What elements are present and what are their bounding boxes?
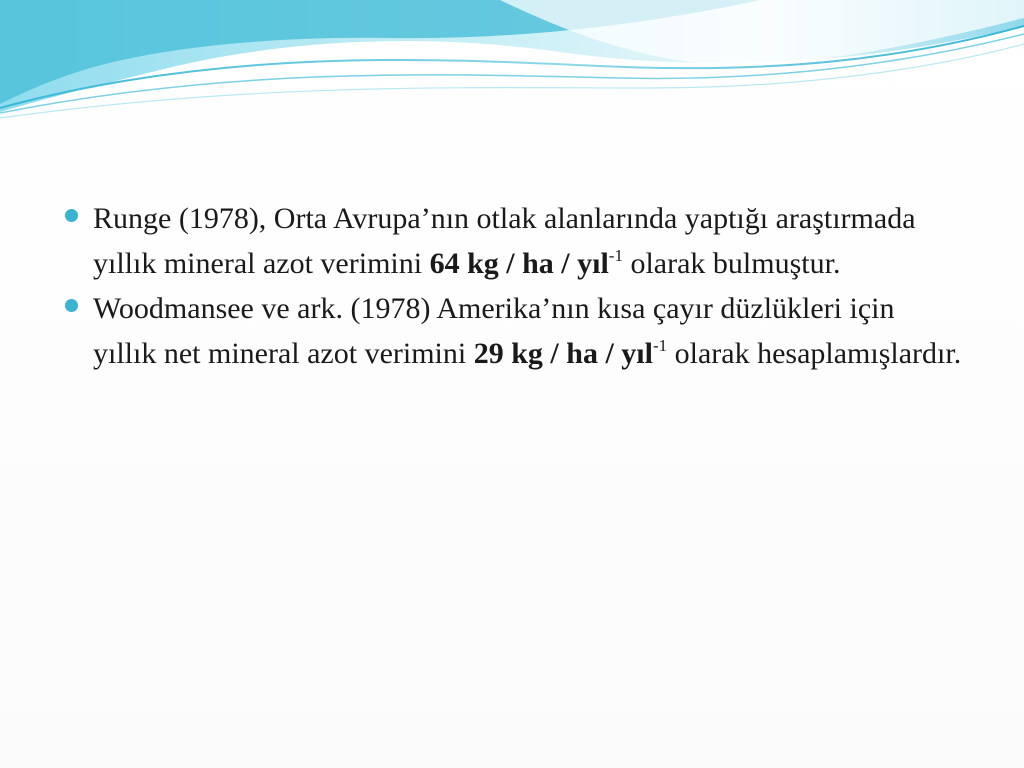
content-area xyxy=(64,196,964,376)
bullet-text: Runge (1978), Orta Avrupa’nın otlak alanlarında yaptığı araştırmada yıllık mineral azot verimini xyxy=(93,202,916,280)
header-wave-decoration xyxy=(0,0,1024,130)
bullet-text-ending: olarak hesaplamışlardır. xyxy=(667,337,962,370)
unit-superscript: -1 xyxy=(608,246,623,265)
bullet-item-runge xyxy=(64,196,964,286)
bullet-list xyxy=(64,196,964,376)
bullet-item-woodmansee xyxy=(64,286,964,376)
bullet-text: Woodmansee ve ark. (1978) Amerika’nın kısa çayır düzlükleri için yıllık net mineral azot verimini xyxy=(93,292,895,370)
unit-superscript: -1 xyxy=(652,336,668,355)
bullet-text-ending: olarak bulmuştur. xyxy=(622,247,841,280)
nitrogen-yield-value: 29 kg / ha / yıl xyxy=(473,337,653,370)
nitrogen-yield-value: 64 kg / ha / yıl xyxy=(429,247,609,280)
bullet-dot-icon xyxy=(65,209,78,222)
wave-right-highlight xyxy=(500,0,1024,65)
bullet-dot-icon xyxy=(65,299,78,312)
